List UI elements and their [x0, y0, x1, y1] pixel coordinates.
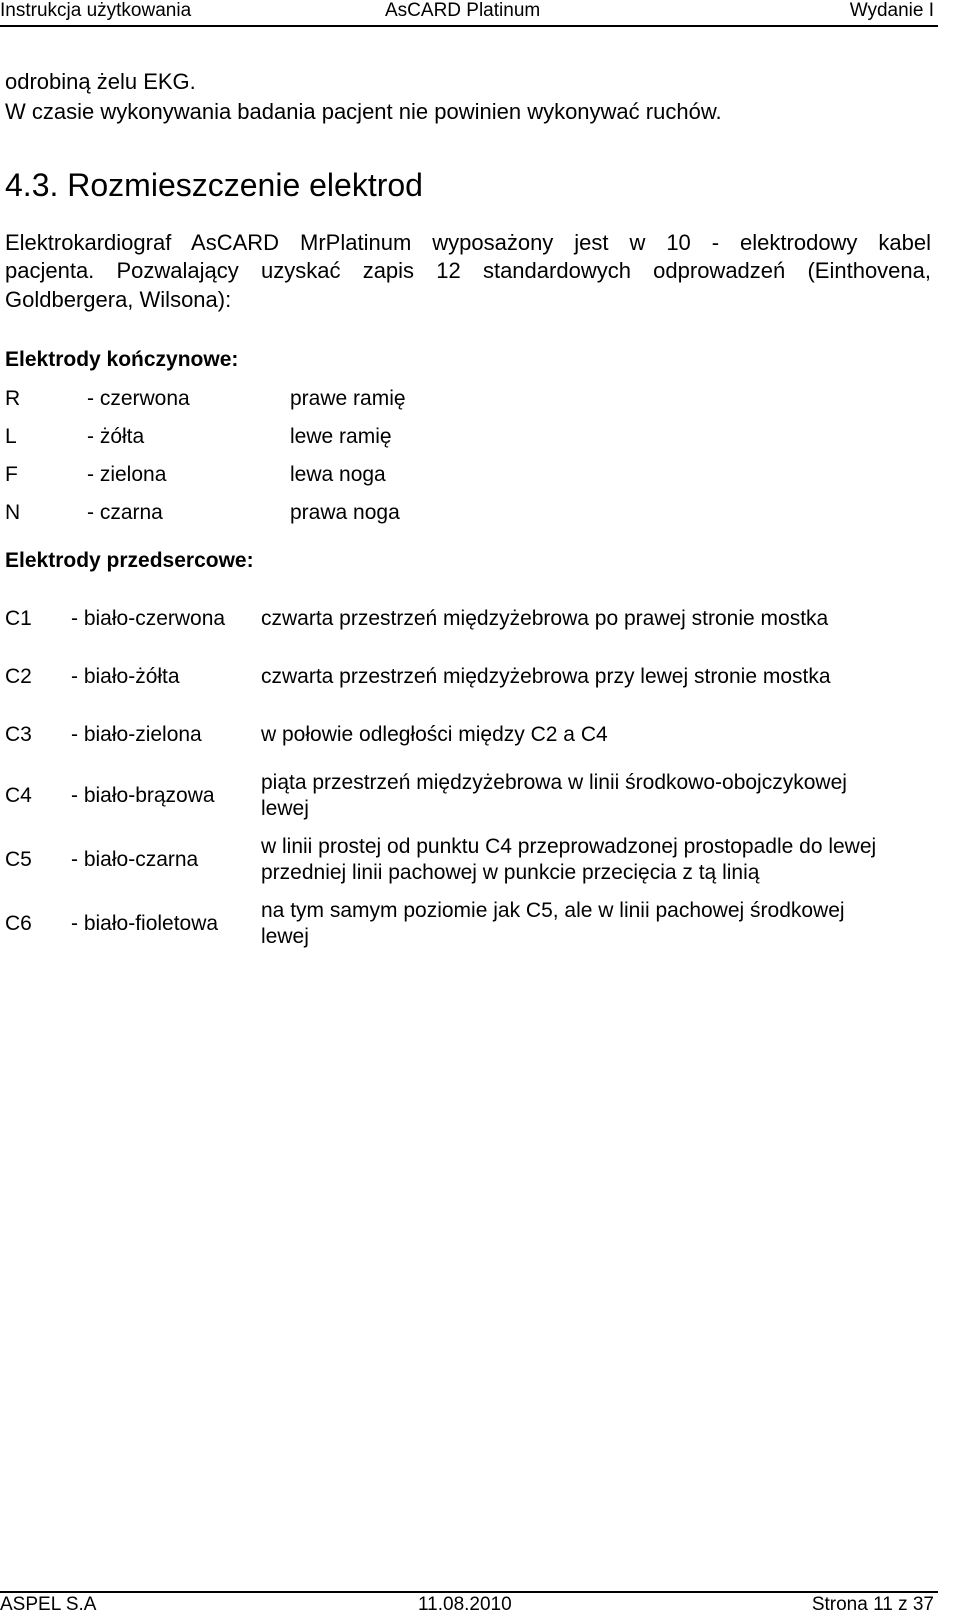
- paragraph-line-3: Goldbergera, Wilsona):: [5, 287, 232, 312]
- precordial-code: C5: [5, 848, 32, 871]
- intro-line-1: odrobiną żelu EKG.: [5, 69, 196, 94]
- limb-color: - czerwona: [87, 387, 190, 410]
- limb-place: prawa noga: [290, 501, 400, 524]
- header-rule: [0, 25, 938, 27]
- header-left: Instrukcja użytkowania: [0, 0, 192, 21]
- precordial-place-line-1: piąta przestrzeń międzyżebrowa w linii środkowo-obojczykowej: [261, 771, 847, 794]
- footer-right: Strona 11 z 37: [811, 1594, 934, 1615]
- precordial-place-line-1: na tym samym poziomie jak C5, ale w linii pachowej środkowej: [261, 899, 845, 922]
- precordial-place: czwarta przestrzeń międzyżebrowa przy lewej stronie mostka: [261, 665, 831, 688]
- limb-code: N: [5, 501, 21, 524]
- precordial-color: - biało-zielona: [71, 723, 202, 746]
- limb-code: F: [5, 463, 18, 486]
- paragraph-line-1: Elektrokardiograf AsCARD MrPlatinum wyposażony jest w 10 - elektrodowy kabel: [5, 230, 931, 255]
- precordial-color: - biało-żółta: [71, 665, 180, 688]
- precordial-code: C4: [5, 784, 32, 807]
- header-center: AsCARD Platinum: [385, 0, 541, 21]
- precordial-color: - biało-fioletowa: [71, 912, 219, 935]
- precordial-color: - biało-czerwona: [71, 607, 226, 630]
- precordial-color: - biało-czarna: [71, 848, 199, 871]
- footer-center: 11.08.2010: [418, 1594, 512, 1615]
- precordial-place-line-2: lewej: [261, 797, 309, 820]
- precordial-code: C3: [5, 723, 32, 746]
- intro-line-2: W czasie wykonywania badania pacjent nie powinien wykonywać ruchów.: [5, 99, 722, 124]
- paragraph-line-2: pacjenta. Pozwalający uzyskać zapis 12 standardowych odprowadzeń (Einthovena,: [5, 258, 931, 283]
- limb-place: lewa noga: [290, 463, 386, 486]
- precordial-place: czwarta przestrzeń międzyżebrowa po prawej stronie mostka: [261, 607, 829, 630]
- precordial-place-line-2: przedniej linii pachowej w punkcie przecięcia z tą linią: [261, 861, 760, 884]
- precordial-code: C1: [5, 607, 32, 630]
- precordial-code: C2: [5, 665, 32, 688]
- precordial-place: w połowie odległości między C2 a C4: [261, 723, 608, 746]
- footer-rule: [0, 1591, 938, 1593]
- header-right: Wydanie I: [849, 0, 934, 21]
- limb-code: L: [5, 425, 17, 448]
- limb-color: - czarna: [87, 501, 163, 524]
- limb-place: lewe ramię: [290, 425, 392, 448]
- limb-code: R: [5, 387, 21, 410]
- limb-color: - żółta: [87, 425, 145, 448]
- section-title: 4.3. Rozmieszczenie elektrod: [5, 167, 423, 203]
- limb-place: prawe ramię: [290, 387, 406, 410]
- precordial-code: C6: [5, 912, 32, 935]
- precordial-electrodes-title: Elektrody przedsercowe:: [5, 549, 254, 572]
- footer-left: ASPEL S.A: [0, 1594, 97, 1615]
- precordial-place-line-2: lewej: [261, 925, 309, 948]
- limb-electrodes-title: Elektrody kończynowe:: [5, 348, 239, 371]
- precordial-place-line-1: w linii prostej od punktu C4 przeprowadzonej prostopadle do lewej: [261, 835, 877, 858]
- limb-color: - zielona: [87, 463, 167, 486]
- precordial-color: - biało-brązowa: [71, 784, 215, 807]
